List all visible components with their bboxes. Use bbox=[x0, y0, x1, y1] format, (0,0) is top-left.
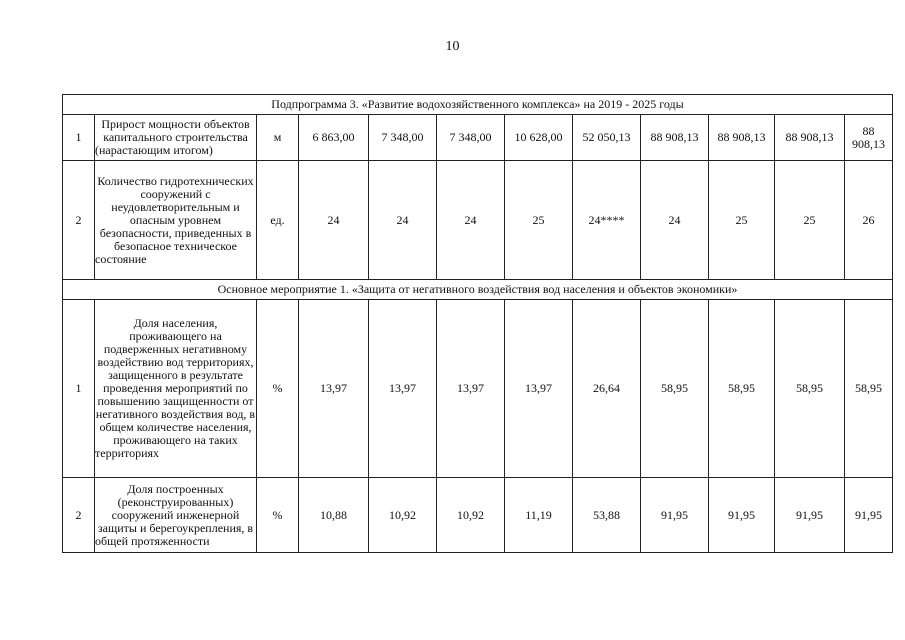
value-cell: 58,95 bbox=[845, 300, 893, 478]
value-cell: 26,64 bbox=[573, 300, 641, 478]
value-cell: 25 bbox=[709, 161, 775, 280]
indicator-description: Доля населения, проживающего на подверженных негативному воздействию вод территориях, защищенного в результате проведения мероприятий по повышению защищенности от негативного воздействия вод, в общем количестве населения, проживающего на таких территориях bbox=[95, 300, 257, 478]
unit-cell: % bbox=[257, 478, 299, 553]
value-cell: 11,19 bbox=[505, 478, 573, 553]
value-cell: 25 bbox=[775, 161, 845, 280]
subprogram-header-row bbox=[63, 95, 893, 115]
value-cell: 91,95 bbox=[709, 478, 775, 553]
value-cell: 13,97 bbox=[299, 300, 369, 478]
value-cell: 91,95 bbox=[845, 478, 893, 553]
value-cell: 10 628,00 bbox=[505, 115, 573, 161]
table-row bbox=[63, 478, 893, 553]
value-cell: 24 bbox=[369, 161, 437, 280]
value-cell: 25 bbox=[505, 161, 573, 280]
value-cell: 91,95 bbox=[641, 478, 709, 553]
subprogram-title: Подпрограмма 3. «Развитие водохозяйственного комплекса» на 2019 - 2025 годы bbox=[63, 95, 893, 115]
row-number: 2 bbox=[63, 161, 95, 280]
value-cell: 58,95 bbox=[709, 300, 775, 478]
unit-cell: % bbox=[257, 300, 299, 478]
table-row bbox=[63, 115, 893, 161]
page-number: 10 bbox=[445, 39, 460, 54]
value-cell: 24 bbox=[299, 161, 369, 280]
value-cell: 52 050,13 bbox=[573, 115, 641, 161]
value-cell: 24**** bbox=[573, 161, 641, 280]
indicator-description: Доля построенных (реконструированных) сооружений инженерной защиты и берегоукрепления, в общей протяженности bbox=[95, 478, 257, 553]
indicator-description: Прирост мощности объектов капитального строительства (нарастающим итогом) bbox=[95, 115, 257, 161]
unit-cell: м bbox=[257, 115, 299, 161]
value-cell: 6 863,00 bbox=[299, 115, 369, 161]
value-cell: 7 348,00 bbox=[369, 115, 437, 161]
value-cell: 53,88 bbox=[573, 478, 641, 553]
value-cell: 91,95 bbox=[775, 478, 845, 553]
unit-cell: ед. bbox=[257, 161, 299, 280]
table-row bbox=[63, 161, 893, 280]
table-row bbox=[63, 300, 893, 478]
value-cell: 88 908,13 bbox=[709, 115, 775, 161]
value-cell: 24 bbox=[437, 161, 505, 280]
row-number: 1 bbox=[63, 300, 95, 478]
value-cell: 10,92 bbox=[437, 478, 505, 553]
row-number: 2 bbox=[63, 478, 95, 553]
indicators-table bbox=[62, 94, 893, 553]
value-cell: 58,95 bbox=[775, 300, 845, 478]
value-cell: 58,95 bbox=[641, 300, 709, 478]
indicator-description: Количество гидротехнических сооружений с неудовлетворительным и опасным уровнем безопасности, приведенных в безопасное техническое состояние bbox=[95, 161, 257, 280]
value-cell: 10,88 bbox=[299, 478, 369, 553]
value-cell: 88 908,13 bbox=[775, 115, 845, 161]
value-cell: 13,97 bbox=[437, 300, 505, 478]
measure-title: Основное мероприятие 1. «Защита от негативного воздействия вод населения и объектов экономики» bbox=[63, 280, 893, 300]
value-cell: 7 348,00 bbox=[437, 115, 505, 161]
value-cell: 26 bbox=[845, 161, 893, 280]
value-cell: 88 908,13 bbox=[845, 115, 893, 161]
value-cell: 13,97 bbox=[369, 300, 437, 478]
value-cell: 13,97 bbox=[505, 300, 573, 478]
value-cell: 10,92 bbox=[369, 478, 437, 553]
row-number: 1 bbox=[63, 115, 95, 161]
value-cell: 24 bbox=[641, 161, 709, 280]
value-cell: 88 908,13 bbox=[641, 115, 709, 161]
measure-header-row bbox=[63, 280, 893, 300]
